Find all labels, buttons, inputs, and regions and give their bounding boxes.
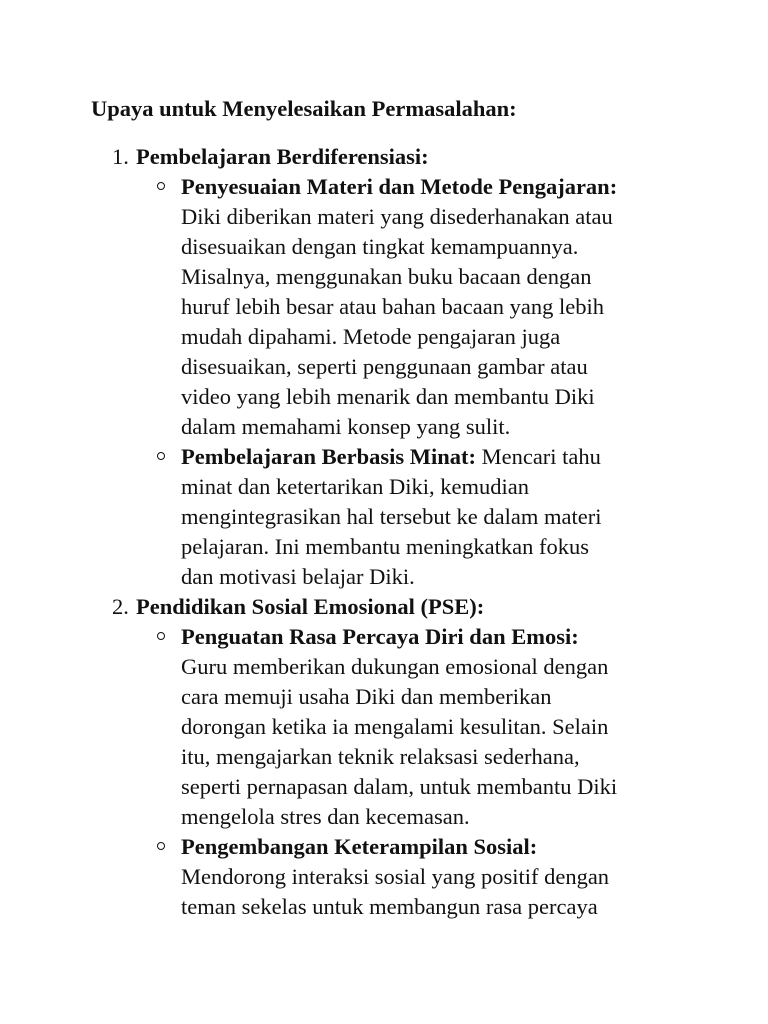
text-line: minat dan ketertarikan Diki, kemudian	[181, 474, 530, 499]
text-line: huruf lebih besar atau bahan bacaan yang lebih	[181, 294, 604, 319]
text-line: dorongan ketika ia mengalami kesulitan. Selain	[181, 714, 609, 739]
text-line	[181, 442, 671, 472]
list-item-heading: Pembelajaran Berdiferensiasi:	[136, 144, 429, 169]
text-line: Misalnya, menggunakan buku bacaan dengan	[181, 264, 592, 289]
section-heading: Upaya untuk Menyelesaikan Permasalahan:	[91, 96, 517, 121]
text-fragment: Mencari tahu	[481, 444, 601, 469]
text-line: disesuaikan dengan tingkat kemampuannya.	[181, 234, 579, 259]
sub-item	[0, 442, 671, 592]
list-item-title	[0, 142, 768, 172]
circle-bullet-icon	[157, 182, 165, 190]
text-line: itu, mengajarkan teknik relaksasi sederhana,	[181, 744, 580, 769]
text-line: dan motivasi belajar Diki.	[181, 564, 415, 589]
list-item-number: 1.	[112, 144, 129, 169]
sub-item-title: Penyesuaian Materi dan Metode Pengajaran:	[181, 174, 618, 199]
text-line: pelajaran. Ini membantu meningkatkan fokus	[181, 534, 589, 559]
sub-item	[0, 622, 671, 832]
list-item-heading: Pendidikan Sosial Emosional (PSE):	[136, 594, 485, 619]
circle-bullet-icon	[157, 842, 165, 850]
text-line: seperti pernapasan dalam, untuk membantu Diki	[181, 774, 618, 799]
text-line: video yang lebih menarik dan membantu Diki	[181, 384, 595, 409]
text-line: teman sekelas untuk membangun rasa percaya	[181, 894, 598, 919]
text-line: Diki diberikan materi yang disederhanakan atau	[181, 204, 613, 229]
text-line: mengintegrasikan hal tersebut ke dalam materi	[181, 504, 602, 529]
text-line: Guru memberikan dukungan emosional dengan	[181, 654, 609, 679]
circle-bullet-icon	[157, 452, 165, 460]
sub-item-title: Pembelajaran Berbasis Minat:	[181, 444, 476, 469]
text-line: mengelola stres dan kecemasan.	[181, 804, 470, 829]
text-line: cara memuji usaha Diki dan memberikan	[181, 684, 552, 709]
text-line: dalam memahami konsep yang sulit.	[181, 414, 511, 439]
list-item-title	[0, 592, 768, 622]
sub-item-title: Penguatan Rasa Percaya Diri dan Emosi:	[181, 624, 579, 649]
numbered-list	[0, 142, 768, 922]
text-line: disesuaikan, seperti penggunaan gambar atau	[181, 354, 588, 379]
sub-item	[0, 832, 671, 922]
circle-bullet-icon	[157, 632, 165, 640]
sub-item	[0, 172, 671, 442]
text-line: Mendorong interaksi sosial yang positif dengan	[181, 864, 610, 889]
sub-item-title: Pengembangan Keterampilan Sosial:	[181, 834, 538, 859]
text-line: mudah dipahami. Metode pengajaran juga	[181, 324, 561, 349]
list-item-number: 2.	[112, 594, 129, 619]
